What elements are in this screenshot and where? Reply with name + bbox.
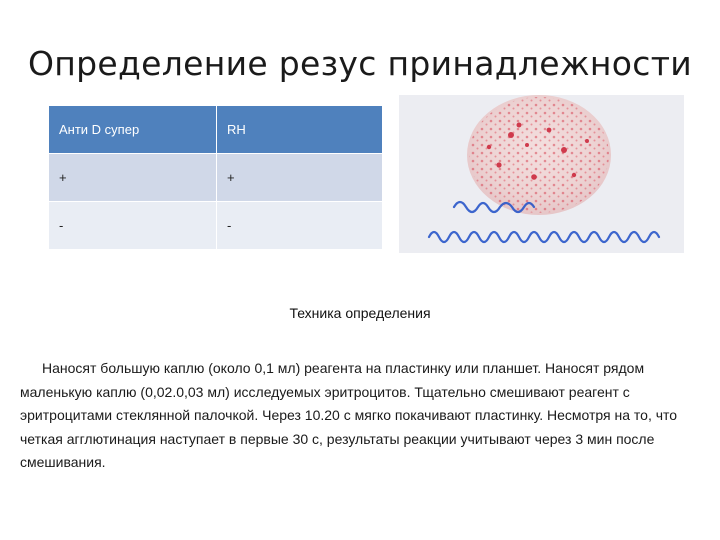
slide-title: Определение резус принадлежности [28, 44, 692, 83]
agglutination-photo [399, 95, 684, 253]
table-cell: + [217, 154, 383, 202]
table-cell: - [217, 202, 383, 250]
header-cell-anti-d: Анти D супер [49, 106, 217, 154]
table-row [49, 202, 383, 250]
header-cell-rh: RH [217, 106, 383, 154]
agglutination-drop-image [399, 95, 684, 253]
table-header-row [49, 106, 383, 154]
table-row [49, 154, 383, 202]
table-cell: + [49, 154, 217, 202]
section-title: Техника определения [289, 305, 431, 321]
rh-table [48, 105, 382, 249]
technique-paragraph: Наносят большую каплю (около 0,1 мл) реагента на пластинку или планшет. Наносят рядом маленькую каплю (0,02.0,03 мл) исследуемых эритроцитов. Тщательно смешивают реагент с эритроцитами стеклянной палочкой. Через 10.20 с мягко покачивают пластинку. Несмотря на то, что четкая агглютинация наступает в первые 30 с, результаты реакции учитывают через 3 мин после смешивания. [20, 360, 678, 470]
table-cell: - [49, 202, 217, 250]
